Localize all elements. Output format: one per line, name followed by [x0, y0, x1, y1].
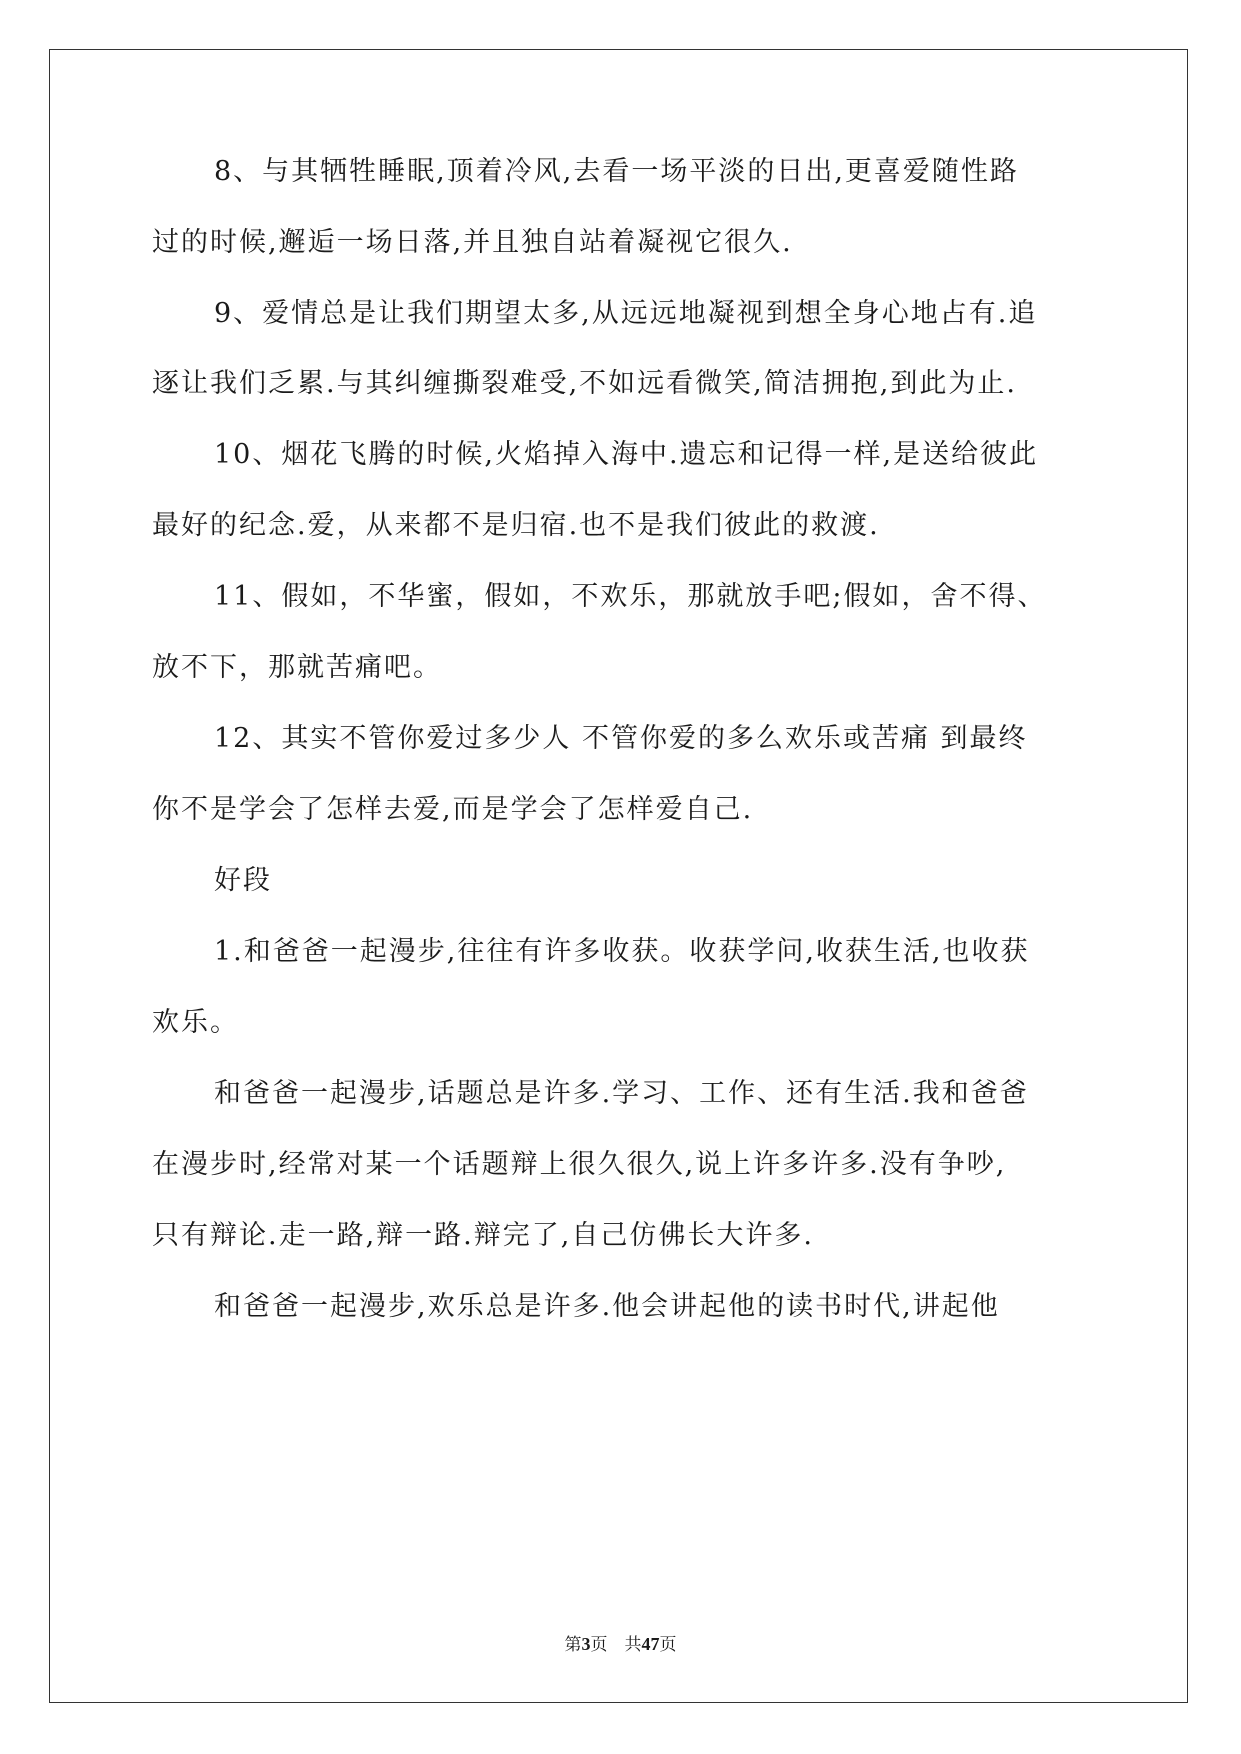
- paragraph-line: 你不是学会了怎样去爱,而是学会了怎样爱自己.: [152, 794, 754, 825]
- page-prefix: 第: [564, 1635, 582, 1655]
- paragraph-line: 逐让我们乏累.与其纠缠撕裂难受,不如远看微笑,简洁拥抱,到此为止.: [152, 368, 1017, 399]
- paragraph-line: 放不下，那就苦痛吧。: [152, 652, 442, 683]
- paragraph-line: 在漫步时,经常对某一个话题辩上很久很久,说上许多许多.没有争吵,: [152, 1149, 1007, 1180]
- paragraph-line: 10、烟花飞腾的时候,火焰掉入海中.遗忘和记得一样,是送给彼此: [214, 439, 1039, 470]
- paragraph-line: 最好的纪念.爱，从来都不是归宿.也不是我们彼此的救渡.: [152, 510, 880, 541]
- paragraph-line: 只有辩论.走一路,辩一路.辩完了,自己仿佛长大许多.: [152, 1220, 814, 1251]
- total-page-number: 47: [641, 1634, 660, 1654]
- paragraph-line: 和爸爸一起漫步,话题总是许多.学习、工作、还有生活.我和爸爸: [214, 1078, 1029, 1109]
- paragraph-line: 1.和爸爸一起漫步,往往有许多收获。收获学问,收获生活,也收获: [214, 936, 1030, 967]
- page-mid: 页 共: [590, 1635, 642, 1655]
- page-footer: [0, 1632, 1241, 1657]
- paragraph-line: 欢乐。: [152, 1007, 239, 1038]
- section-heading: 好段: [214, 865, 272, 896]
- paragraph-line: 8、与其牺牲睡眠,顶着冷风,去看一场平淡的日出,更喜爱随性路: [214, 156, 1019, 187]
- paragraph-line: 9、爱情总是让我们期望太多,从远远地凝视到想全身心地占有.追: [214, 298, 1038, 329]
- paragraph-line: 12、其实不管你爱过多少人 不管你爱的多么欢乐或苦痛 到最终: [214, 723, 1028, 754]
- page-suffix: 页: [659, 1635, 677, 1655]
- paragraph-line: 11、假如，不华蜜，假如，不欢乐，那就放手吧;假如，舍不得、: [214, 581, 1047, 612]
- paragraph-line: 和爸爸一起漫步,欢乐总是许多.他会讲起他的读书时代,讲起他: [214, 1291, 1000, 1322]
- current-page-number: 3: [581, 1634, 591, 1654]
- paragraph-line: 过的时候,邂逅一场日落,并且独自站着凝视它很久.: [152, 227, 793, 258]
